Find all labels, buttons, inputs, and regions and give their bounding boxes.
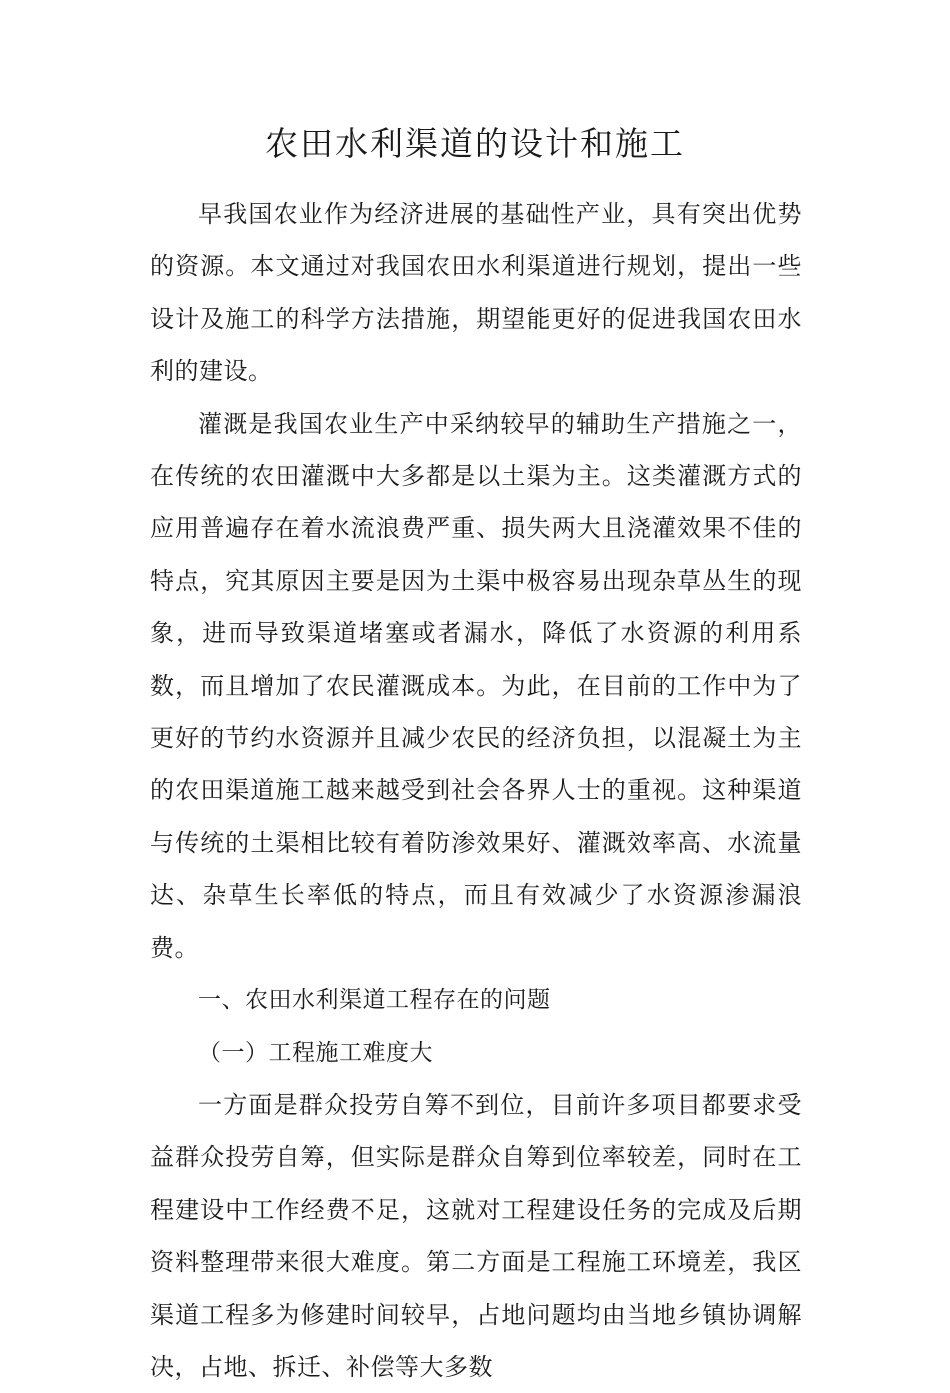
background-paragraph: 灌溉是我国农业生产中采纳较早的辅助生产措施之一，在传统的农田灌溉中大多都是以土渠为主。这类灌溉方式的应用普遍存在着水流浪费严重、损失两大且浇灌效果不佳的特点，究其原因主要是因为土渠中极容易出现杂草丛生的现象，进而导致渠道堵塞或者漏水，降低了水资源的利用系数，而且增加了农民灌溉成本。为此，在目前的工作中为了更好的节约水资源并且减少农民的经济负担，以混凝土为主的农田渠道施工越来越受到社会各界人士的重视。这种渠道与传统的土渠相比较有着防渗效果好、灌溉效率高、水流量达、杂草生长率低的特点，而且有效减少了水资源渗漏浪费。 [150,409,802,962]
subsection-paragraph: 一方面是群众投劳自筹不到位，目前许多项目都要求受益群众投劳自筹，但实际是群众自筹到位率较差，同时在工程建设中工作经费不足，这就对工程建设任务的完成及后期资料整理带来很大难度。第二方面是工程施工环境差，我区渠道工程多为修建时间较早，占地问题均由当地乡镇协调解决，占地、拆迁、补偿等大多数 [150,1090,802,1381]
document-body [150,188,802,1393]
intro-paragraph: 早我国农业作为经济进展的基础性产业，具有突出优势的资源。本文通过对我国农田水利渠道进行规划，提出一些设计及施工的科学方法措施，期望能更好的促进我国农田水利的建设。 [150,200,802,386]
subsection-heading: （一）工程施工难度大 [198,1039,433,1066]
section-heading: 一、农田水利渠道工程存在的问题 [198,987,551,1014]
document-title: 农田水利渠道的设计和施工 [265,124,685,163]
